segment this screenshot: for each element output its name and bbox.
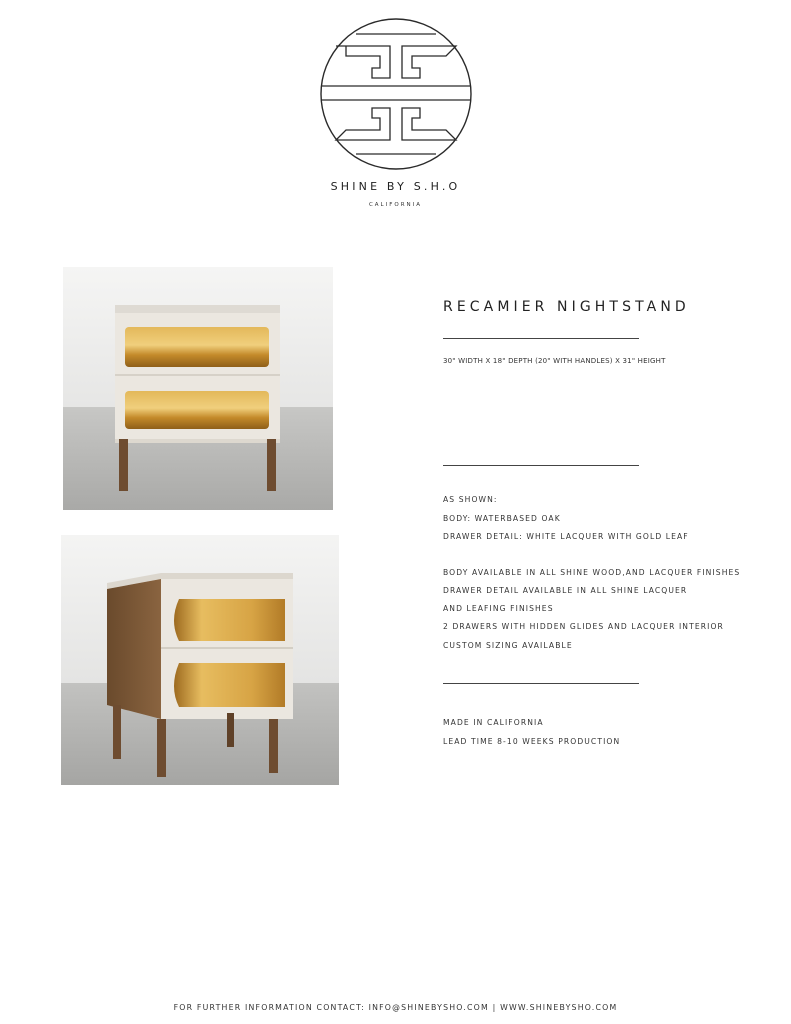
divider — [443, 465, 639, 466]
options-line: BODY AVAILABLE IN ALL SHINE WOOD,AND LACQUER FINISHES — [443, 568, 741, 577]
as-shown-line: BODY: WATERBASED OAK — [443, 514, 561, 523]
options-line: DRAWER DETAIL AVAILABLE IN ALL SHINE LACQUER — [443, 586, 688, 595]
shine-by-sho-monogram-icon — [316, 12, 476, 176]
options-line: 2 DRAWERS WITH HIDDEN GLIDES AND LACQUER INTERIOR — [443, 622, 724, 631]
brand-location: CALIFORNIA — [368, 202, 423, 208]
brand-name: SHINE BY S.H.O — [330, 180, 461, 193]
product-dimensions: 30" WIDTH X 18" DEPTH (20" WITH HANDLES) X 31" HEIGHT — [443, 357, 666, 365]
nightstand-angle-photo — [61, 535, 339, 785]
nightstand-front-photo — [63, 267, 333, 510]
product-title: RECAMIER NIGHTSTAND — [443, 299, 690, 315]
as-shown-line: AS SHOWN: — [443, 495, 498, 504]
options-line: AND LEAFING FINISHES — [443, 604, 554, 613]
divider — [443, 338, 639, 339]
production-line: MADE IN CALIFORNIA — [443, 718, 544, 727]
options-line: CUSTOM SIZING AVAILABLE — [443, 641, 573, 650]
divider — [443, 683, 639, 684]
production-line: LEAD TIME 8-10 WEEKS PRODUCTION — [443, 737, 621, 746]
contact-footer: FOR FURTHER INFORMATION CONTACT: INFO@SHINEBYSHO.COM | WWW.SHINEBYSHO.COM — [173, 1003, 618, 1012]
as-shown-line: DRAWER DETAIL: WHITE LACQUER WITH GOLD LEAF — [443, 532, 689, 541]
